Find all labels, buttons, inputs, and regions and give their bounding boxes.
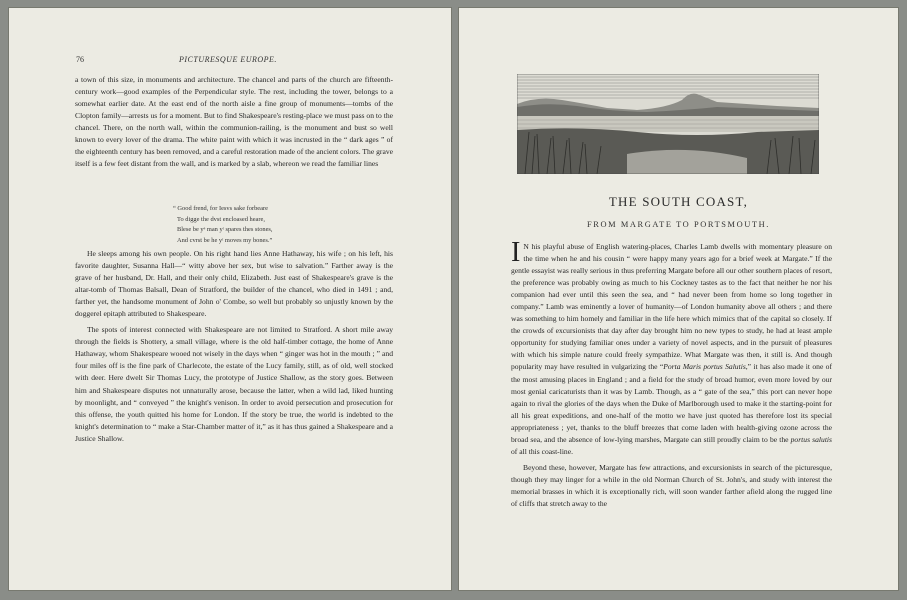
drop-cap: I [511,237,521,268]
left-body-bottom [75,248,393,445]
verse-line: To digge the dvst encloased heare, [177,215,265,223]
left-body-top [75,74,393,170]
running-head: PICTURESQUE EUROPE. [179,55,277,64]
latin-phrase: portus salutis [790,434,832,444]
coastal-landscape-engraving [517,74,819,174]
text-run: N his playful abuse of English watering-places, Charles Lamb dwells with momentary pleasure on the time when he and his cousin “ were happy many years ago for a brief week at Margate.” If the gentle essayist was really serious in thus preferring Margate before all our other southern places of resort, the preference was probably owing as much to his Cockney tastes as to the fact that neither he nor his companion had ever until this seen the sea, and “ had never been from home so long together in company.” Lamb was eminently a lover of humanity—of London humanity above all others ; and there was something to him homely and familiar in the life here which mimics that of the capital so closely. If the crowds of excursionists that day after day brought him no new types to study, he had at least ample opportunity for studying familiar ones under a variety of novel aspects, and in the pursuit of pleasures with which his simple nature could freely sympathize. What Margate was then, it still is. And though popularity may have resulted in vulgarizing the “ [511,242,832,372]
verse-line: “ Good frend, for Iesvs sake forbeare [173,205,268,212]
left-paragraph-3: The spots of interest connected with Shakespeare are not limited to Stratford. A short mile away through the fields is Shottery, a small village, where is the old half-timber cottage, the home of Anne Hathaway, whom Shakespeare wooed not wisely in the days when “ ginger was hot in the mouth ; ” and four miles off is the fine park of Charlecote, the estate of the Lucy family, still, as of old, well stocked with deer. Here dwelt Sir Thomas Lucy, the prototype of Justice Shallow, as the story goes. Between him and Shakespeare disputes not unnaturally arose, because the latter, when a wild lad, liked hunting by moonlight, and “ conveyed ” the knight's venison. In order to avoid persecution and prosecution for this offense, the youth quitted his home for London. If the story be true, the world is indebted to the knight's determination to “ make a Star-Chamber matter of it,” as it has thus gained a Shakespeare and a Justice Shallow. [75,325,393,443]
right-paragraph-1 [511,237,832,458]
left-paragraph-1: a town of this size, in monuments and architecture. The chancel and parts of the church are fifteenth-century work—good examples of the Perpendicular style. The rest, including the tower, belongs to a somewhat earlier date. At the east end of the north aisle a fine group of monuments—tombs of the Clopton family—arrests us for a moment. But to find Shakespeare's resting-place we must pass on to the chancel. There, on the north wall, within the communion-railing, is the monument and bust so well known to every lover of the drama. The white paint with which it was incrusted in the “ dark ages ” of the eighteenth century has been removed, and a careful restoration made of the ancient colors. The grave itself is a few feet distant from the wall, and is marked by a slab, whereon we read the familiar lines [75,75,393,169]
right-page [459,8,898,590]
chapter-subtitle: FROM MARGATE TO PORTSMOUTH. [587,220,770,229]
left-page [9,8,451,590]
epitaph-verse [173,204,373,246]
right-paragraph-2: Beyond these, however, Margate has few attractions, and excursionists in search of the picturesque, though they may linger for a while in the old Norman Church of St. John's, and study with interest the memorial brasses in which it is exceptionally rich, will soon wander farther afield along the rugged line of cliffs that stretch away to the [511,462,832,508]
right-body [511,237,832,510]
verse-line: Blese be yᵉ man yᵗ spares thes stones, [177,226,273,233]
left-paragraph-2: He sleeps among his own people. On his right hand lies Anne Hathaway, his wife ; on his left, his favorite daughter, Susanna Hall—“ witty above her sex, but wise to salvation.” Farther away is the grave of her husband, Dr. Hall, and their only child, Elizabeth. Just east of Shakespeare's grave is the altar-tomb of Thomas Balsall, Dean of Stratford, the builder of the chancel, who died in 1491 ; and, farther yet, the handsome monument of John o' Combe, so well but probably so unjustly known by the doggerel epitaph attributed to Shakespeare. [75,249,393,319]
text-run: of all this coast-line. [511,446,573,456]
latin-motto: Porta Maris portus Salutis [663,362,746,372]
page-number: 76 [76,55,84,64]
text-run: ,” it has also made it one of the most amusing places in England ; and a field for the study of broad humor, even more loved by our most genial caricaturists than it was by Lamb. Though, as a “ gate of the sea,” this port can never hope again to rival the glories of the days when the Duke of Marlborough used to make it the starting-point for all his great expeditions, and one-half of the motto we have just quoted has therefore lost its special appropriateness ; yet, thanks to the bluff breezes that come laden with health-giving ozone across the broad sea, and the absence of low-lying marshes, Margate can still proudly claim to be the [511,362,832,444]
chapter-title: THE SOUTH COAST, [608,194,749,209]
verse-line: And cvrst be he yᵗ moves my bones.” [177,236,273,244]
